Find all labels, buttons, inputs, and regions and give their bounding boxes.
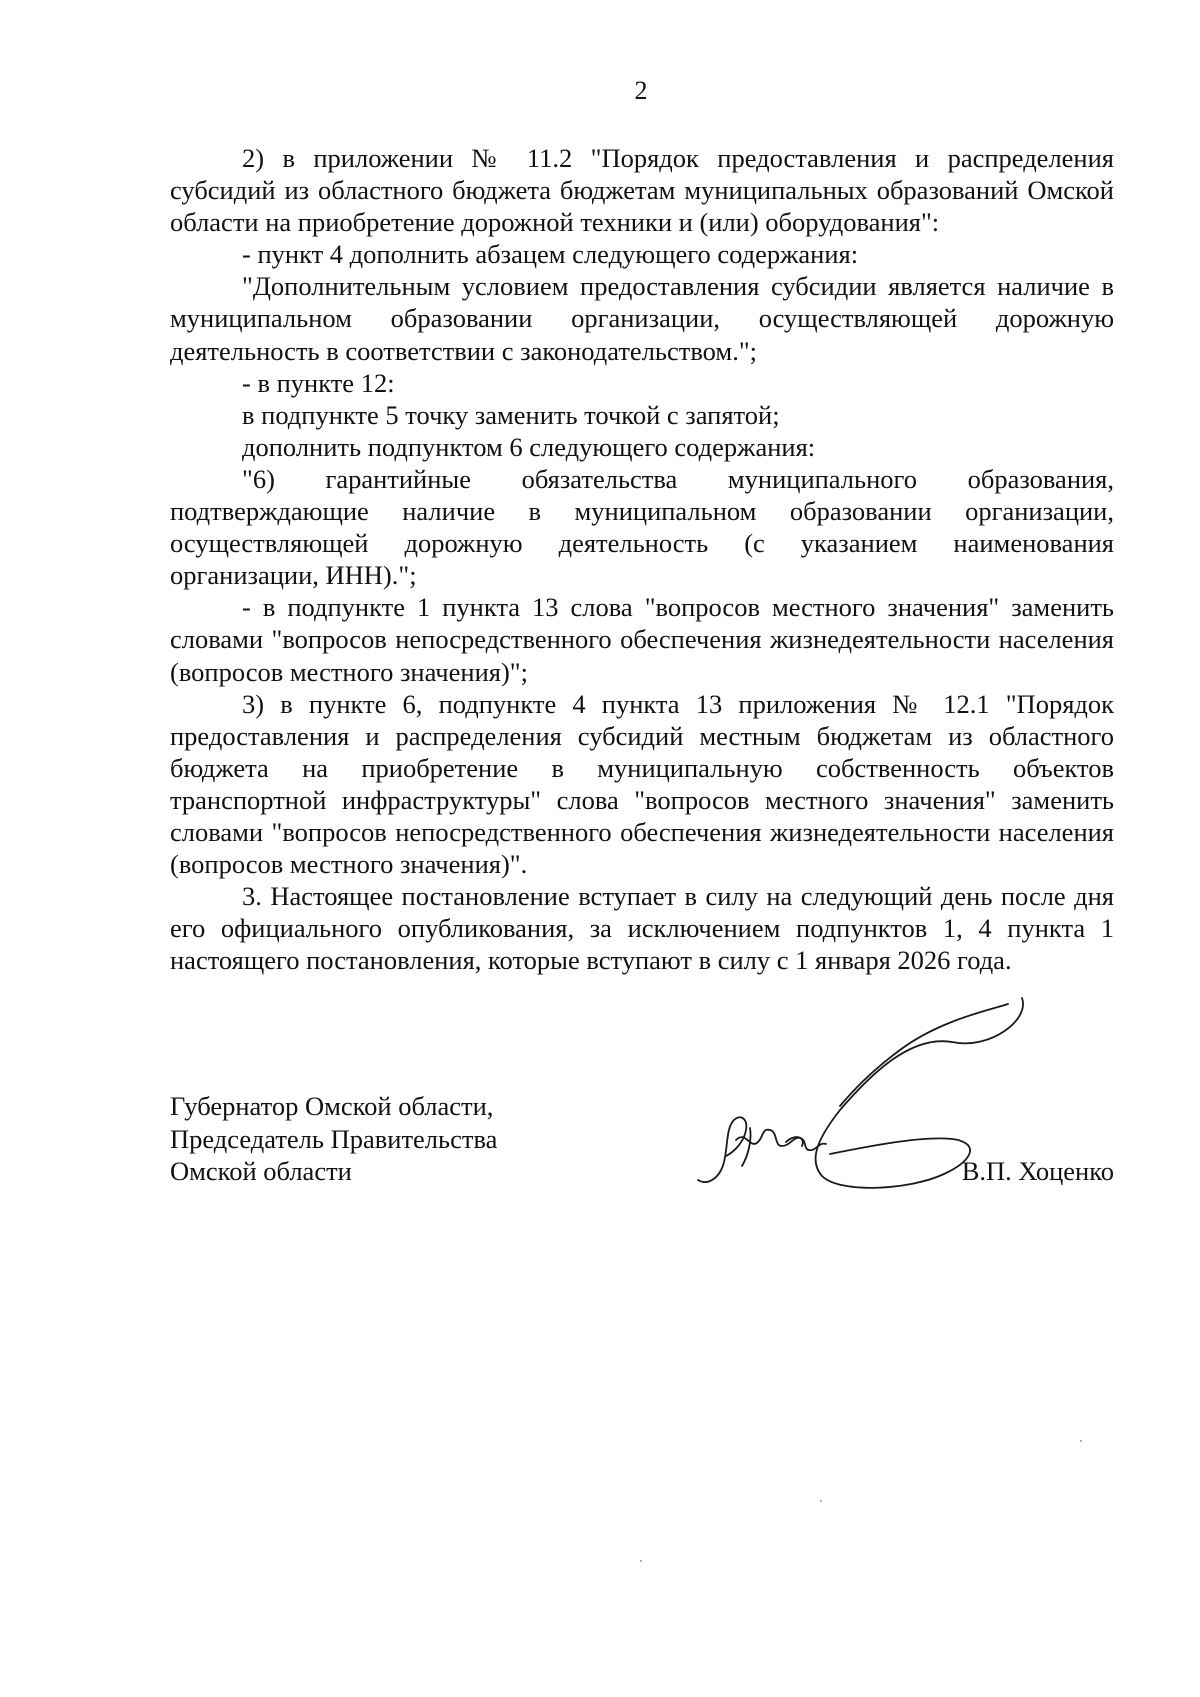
paragraph-entry-into-force: 3. Настоящее постановление вступает в силу на следующий день после дня его официального опубликования, за исключением подпунктов 1, 4 пункта 1 настоящего постановления, которые вступают в силу с 1 января 2026 года. xyxy=(170,881,1114,976)
signatory-title-line: Омской области xyxy=(170,1156,352,1186)
document-body xyxy=(170,142,1114,976)
paragraph-subpoint-5: в подпункте 5 точку заменить точкой с запятой; xyxy=(242,399,780,430)
paragraph-point-12: - в пункте 12: xyxy=(242,367,395,398)
paragraph-guarantee: "6) гарантийные обязательства муниципального образования, подтверждающие наличие в муниципальном образовании организации, осуществляющей дорожную деятельность (с указанием наименования организации, ИНН)."; xyxy=(170,463,1114,591)
paragraph-point-4: - пункт 4 дополнить абзацем следующего содержания: xyxy=(242,239,859,270)
paragraph-add-subpoint-6: дополнить подпунктом 6 следующего содержания: xyxy=(242,431,816,462)
signatory-title xyxy=(170,1090,497,1188)
signatory-title-line: Губернатор Омской области, xyxy=(170,1091,494,1121)
paragraph-subpoint-1-point-13: - в подпункте 1 пункта 13 слова "вопросов местного значения" заменить словами "вопросов непосредственного обеспечения жизнедеятельности населения (вопросов местного значения)"; xyxy=(170,592,1114,687)
scan-speck xyxy=(640,1560,642,1562)
scan-speck xyxy=(820,1500,822,1502)
page-number: 2 xyxy=(634,76,648,105)
signatory-name: В.П. Хоценко xyxy=(961,1156,1114,1186)
paragraph-additional-condition: "Дополнительным условием предоставления субсидии является наличие в муниципальном образовании организации, осуществляющей дорожную деятельность в соответствии с законодательством."; xyxy=(170,271,1114,366)
paragraph-item-2: 2) в приложении № 11.2 "Порядок предоставления и распределения субсидий из областного бюджета бюджетам муниципальных образований Омской области на приобретение дорожной техники и (или) оборудования": xyxy=(170,143,1114,238)
handwritten-signature xyxy=(690,990,1050,1200)
scan-speck xyxy=(1080,1440,1082,1442)
paragraph-item-3: 3) в пункте 6, подпункте 4 пункта 13 приложения № 12.1 "Порядок предоставления и распределения субсидий местным бюджетам из областного бюджета на приобретение в муниципальную собственность объектов транспортной инфраструктуры" слова "вопросов местного значения" заменить словами "вопросов непосредственного обеспечения жизнедеятельности населения (вопросов местного значения)". xyxy=(170,688,1114,880)
signatory-title-line: Председатель Правительства xyxy=(170,1123,498,1154)
